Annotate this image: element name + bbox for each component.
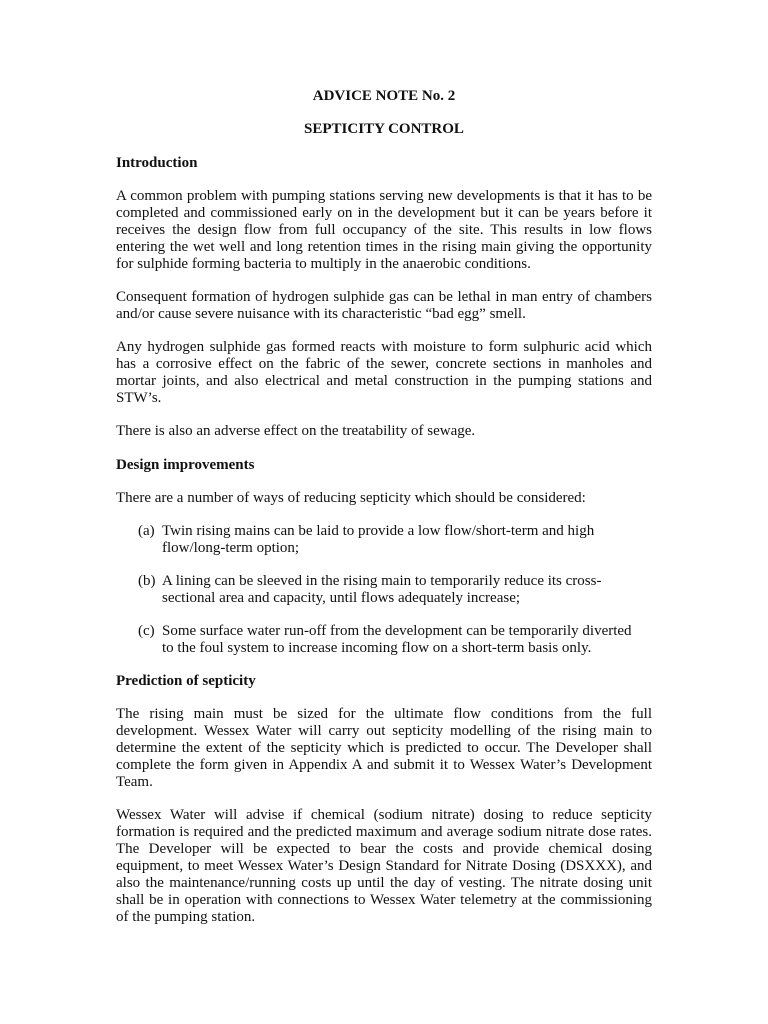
paragraph: Any hydrogen sulphide gas formed reacts with moisture to form sulphuric acid which has a corrosive effect on the fabric of the sewer, concrete sections in manholes and mortar joints, and also electrical and metal construction in the pumping stations and STW’s.: [116, 339, 652, 406]
paragraph: Wessex Water will advise if chemical (sodium nitrate) dosing to reduce septicity formation is required and the predicted maximum and average sodium nitrate dose rates. The Developer will be expected to bear the costs and provide chemical dosing equipment, to meet Wessex Water’s Design Standard for Nitrate Dosing (DSXXX), and also the maintenance/running costs up until the day of vesting. The nitrate dosing unit shall be in operation with connections to Wessex Water telemetry at the commissioning of the pumping station.: [116, 807, 652, 925]
paragraph: There is also an adverse effect on the treatability of sewage.: [116, 423, 476, 439]
section-heading-prediction: Prediction of septicity: [116, 673, 256, 689]
paragraph: There are a number of ways of reducing septicity which should be considered:: [116, 490, 586, 506]
document-page: [116, 88, 652, 926]
paragraph: The rising main must be sized for the ultimate flow conditions from the full development. Wessex Water will carry out septicity modelling of the rising main to determine the extent of the septicity which is predicted to occur. The Developer shall complete the form given in Appendix A and submit it to Wessex Water’s Development Team.: [116, 706, 652, 790]
list-item: [116, 573, 652, 607]
list-item-text: Some surface water run-off from the development can be temporarily diverted to the foul system to increase incoming flow on a short-term basis only.: [162, 623, 632, 656]
list-item-text: A lining can be sleeved in the rising main to temporarily reduce its cross-sectional area and capacity, until flows adequately increase;: [162, 573, 602, 606]
list-item-marker: (c): [138, 623, 155, 639]
list-item-marker: (b): [138, 573, 156, 589]
section-heading-introduction: Introduction: [116, 155, 198, 171]
document-title: ADVICE NOTE No. 2: [312, 88, 456, 104]
list-item: [116, 623, 652, 657]
section-heading-design-improvements: Design improvements: [116, 457, 255, 473]
list-item-marker: (a): [138, 523, 155, 539]
paragraph: A common problem with pumping stations serving new developments is that it has to be completed and commissioned early on in the development but it can be years before it receives the design flow from full occupancy of the site. This results in low flows entering the wet well and long retention times in the rising main giving the opportunity for sulphide forming bacteria to multiply in the anaerobic conditions.: [116, 188, 652, 272]
list-item: [116, 523, 652, 557]
document-subtitle: SEPTICITY CONTROL: [304, 121, 464, 137]
paragraph: Consequent formation of hydrogen sulphide gas can be lethal in man entry of chambers and/or cause severe nuisance with its characteristic “bad egg” smell.: [116, 289, 652, 322]
list-item-text: Twin rising mains can be laid to provide a low flow/short-term and high flow/long-term option;: [162, 523, 595, 556]
options-list: [116, 523, 652, 657]
